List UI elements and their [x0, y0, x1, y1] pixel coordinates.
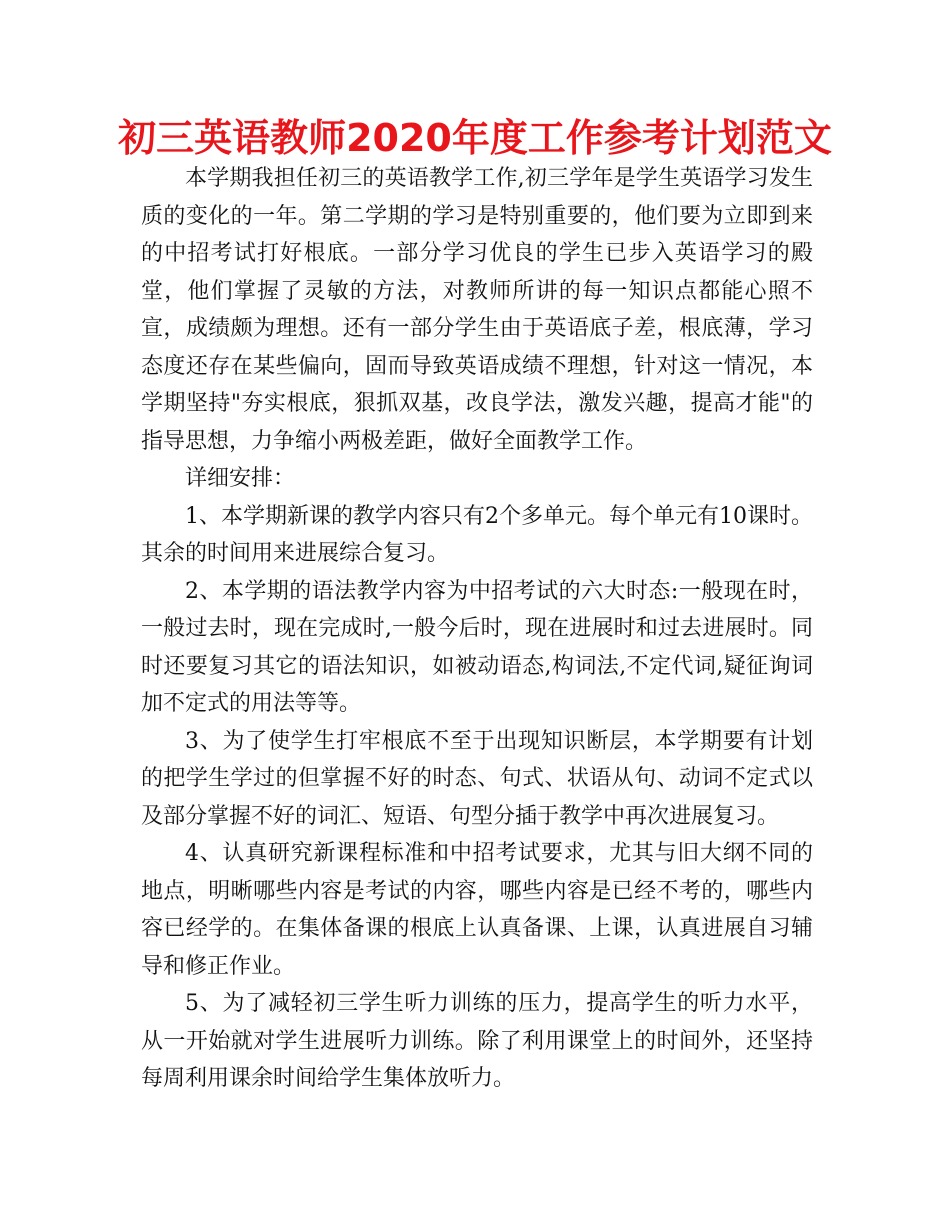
document-title: 初三英语教师2020年度工作参考计划范文: [118, 116, 832, 160]
paragraph-item-3: 3、为了使学生打牢根底不至于出现知识断层，本学期要有计划的把学生学过的但掌握不好的时态、句式、状语从句、动词不定式以及部分掌握不好的词汇、短语、句型分插于教学中再次进展复习。: [141, 728, 813, 829]
paragraph-item-4: 4、认真研究新课程标准和中招考试要求，尤其与旧大纲不同的地点，明晰哪些内容是考试的内容，哪些内容是已经不考的，哪些内容已经学的。在集体备课的根底上认真备课、上课，认真进展自习辅导和修正作业。: [141, 841, 813, 979]
paragraph-item-2: 2、本学期的语法教学内容为中招考试的六大时态:一般现在时，一般过去时，现在完成时,一般今后时，现在进展时和过去进展时。同时还要复习其它的语法知识，如被动语态,构词法,不定代词,疑征询词加不定式的用法等等。: [141, 578, 813, 716]
paragraph-arrangement-heading: 详细安排：: [185, 466, 296, 491]
document-body: [141, 160, 813, 1098]
paragraph-item-5: 5、为了减轻初三学生听力训练的压力，提高学生的听力水平，从一开始就对学生进展听力训练。除了利用课堂上的时间外，还坚持每周利用课余时间给学生集体放听力。: [141, 991, 813, 1091]
paragraph-intro: 本学期我担任初三的英语教学工作,初三学年是学生英语学习发生质的变化的一年。第二学期的学习是特别重要的，他们要为立即到来的中招考试打好根底。一部分学习优良的学生已步入英语学习的殿堂，他们掌握了灵敏的方法，对教师所讲的每一知识点都能心照不宣，成绩颇为理想。还有一部分学生由于英语底子差，根底薄，学习态度还存在某些偏向，固而导致英语成绩不理想，针对这一情况，本学期坚持"夯实根底，狠抓双基，改良学法，激发兴趣，提高才能"的指导思想，力争缩小两极差距，做好全面教学工作。: [141, 166, 813, 454]
paragraph-item-1: 1、本学期新课的教学内容只有2个多单元。每个单元有10课时。其余的时间用来进展综合复习。: [141, 503, 813, 566]
